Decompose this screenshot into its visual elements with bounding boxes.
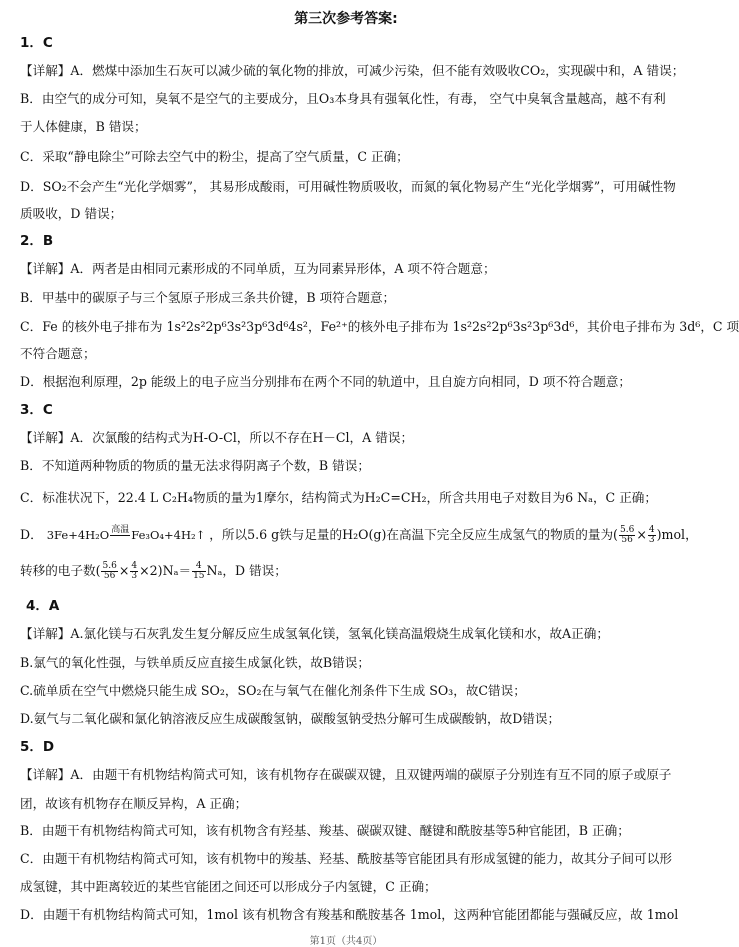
question-4-line-4: D.氨气与二氧化碳和氯化钠溶液反应生成碳酸氢钠，碳酸氢钠受热分解可生成碳酸钠，故D错误； [20, 711, 561, 726]
question-1-line-2: B．由空气的成分可知，臭氧不是空气的主要成分，且O₃本身具有强氧化性，有毒， 空气中臭氧含量越高，越不有利 [20, 91, 666, 106]
question-2-line-2: B．甲基中的碳原子与三个氢原子形成三条共价键，B 项符合题意； [20, 290, 396, 305]
option-d-text-a: ，所以5.6 g铁与足量的H₂O(g)在高温下完全反应生成氢气的物质的量为( [209, 527, 618, 542]
question-3-line-3: C．标准状况下，22.4 L C₂H₄物质的量为1摩尔，结构简式为H₂C=CH₂，所含共用电子对数目为6 Nₐ，C 正确； [20, 490, 657, 505]
reaction-equation-reactants: 3Fe+4H₂O [46, 528, 110, 542]
option-d-text-b: )mol， [656, 527, 698, 542]
question-3-number: 3．C [20, 402, 53, 418]
question-1-line-5: D．SO₂不会产生“光化学烟雾”， 其易形成酸雨，可用碱性物质吸收，而氮的氧化物易产生“光化学烟雾”，可用碱性物 [20, 179, 676, 194]
question-1-number: 1．C [20, 35, 53, 51]
question-2-number: 2．B [20, 233, 54, 249]
page-footer: 第1页（共4页） [309, 936, 383, 947]
times-sign-b: × [118, 563, 130, 578]
question-3-line-d [20, 522, 698, 548]
question-4-number: 4．A [26, 598, 60, 614]
times-sign: × [636, 527, 647, 542]
question-5-line-6: D．由题干有机物结构简式可知，1mol 该有机物含有羧基和酰胺基各 1mol，这两种官能团都能与强碱反应，故 1mol [20, 907, 679, 922]
question-4-line-3: C.硫单质在空气中燃烧只能生成 SO₂，SO₂在与氧气在催化剂条件下生成 SO₃，故C错误； [20, 683, 526, 698]
question-5-line-5: 成氢键，其中距离较近的某些官能团之间还可以形成分子内氢键，C 正确； [20, 879, 437, 894]
question-2-line-5: D．根据泡利原理，2p 能级上的电子应当分别排布在两个不同的轨道中，且自旋方向相同，D 项不符合题意； [20, 374, 631, 389]
question-1-line-4: C．采取“静电除尘”可除去空气中的粉尘，提高了空气质量，C 正确； [20, 149, 409, 164]
question-5-line-4: C．由题干有机物结构简式可知，该有机物中的羧基、羟基、酰胺基等官能团具有形成氢键的能力，故其分子间可以形 [20, 851, 672, 866]
question-4-line-2: B.氯气的氧化性强，与铁单质反应直接生成氯化铁，故B错误； [20, 655, 370, 670]
fraction-4-over-3: $\frac{4}{3}$ [648, 525, 655, 545]
electron-transfer-text-a: 转移的电子数( [20, 563, 101, 578]
question-5-line-3: B．由题干有机物结构简式可知，该有机物含有羟基、羧基、碳碳双键、醚键和酰胺基等5种官能团，B 正确； [20, 823, 630, 838]
question-5-number: 5．D [20, 739, 55, 755]
fraction-5-6-over-56: $\frac{5.6}{56}$ [619, 525, 635, 545]
question-2-line-3: C．Fe 的核外电子排布为 1s²2s²2p⁶3s²3p⁶3d⁶4s²，Fe²⁺的核外电子排布为 1s²2s²2p⁶3s²3p⁶3d⁶，其价电子排布为 3d⁶，C 项 [20, 319, 739, 334]
fraction-5-6-over-56-b: $\frac{5.6}{56}$ [102, 561, 117, 581]
question-2-line-4: 不符合题意； [20, 346, 96, 361]
question-2-line-1: 【详解】A．两者是由相同元素形成的不同单质，互为同素异形体，A 项不符合题意； [20, 261, 496, 276]
question-1-line-3: 于人体健康，B 错误； [20, 119, 147, 134]
question-1-line-6: 质吸收，D 错误； [20, 206, 123, 221]
fraction-4-over-3-b: $\frac{4}{3}$ [131, 561, 138, 581]
question-1-line-1: 【详解】A．燃煤中添加生石灰可以减少硫的氧化物的排放，可减少污染，但不能有效吸收CO₂，实现碳中和，A 错误； [20, 63, 685, 78]
question-4-line-1: 【详解】A.氯化镁与石灰乳发生复分解反应生成氢氧化镁，氢氧化镁高温煅烧生成氧化镁和水，故A正确； [20, 626, 609, 641]
reaction-condition: 高温 [111, 525, 130, 535]
page-title: 第三次参考答案: [294, 11, 398, 27]
option-d-prefix: D． [20, 527, 43, 542]
fraction-4-over-15: $\frac{4}{15}$ [193, 561, 205, 581]
question-3-line-2: B．不知道两种物质的物质的量无法求得阴离子个数，B 错误； [20, 458, 370, 473]
electron-transfer-text-c: Nₐ，D 错误； [206, 563, 287, 578]
question-3-line-1: 【详解】A．次氯酸的结构式为H-O-Cl，所以不存在H－Cl，A 错误； [20, 430, 414, 445]
electron-transfer-text-b: ×2)Nₐ＝ [139, 563, 192, 578]
question-3-line-d2 [20, 558, 676, 584]
reaction-equation-products: Fe₃O₄+4H₂↑ [131, 528, 206, 542]
question-5-line-2: 团，故该有机物存在顺反异构，A 正确； [20, 796, 248, 811]
question-5-line-1: 【详解】A．由题干有机物结构简式可知，该有机物存在碳碳双键，且双键两端的碳原子分别连有互不同的原子或原子 [20, 767, 672, 782]
